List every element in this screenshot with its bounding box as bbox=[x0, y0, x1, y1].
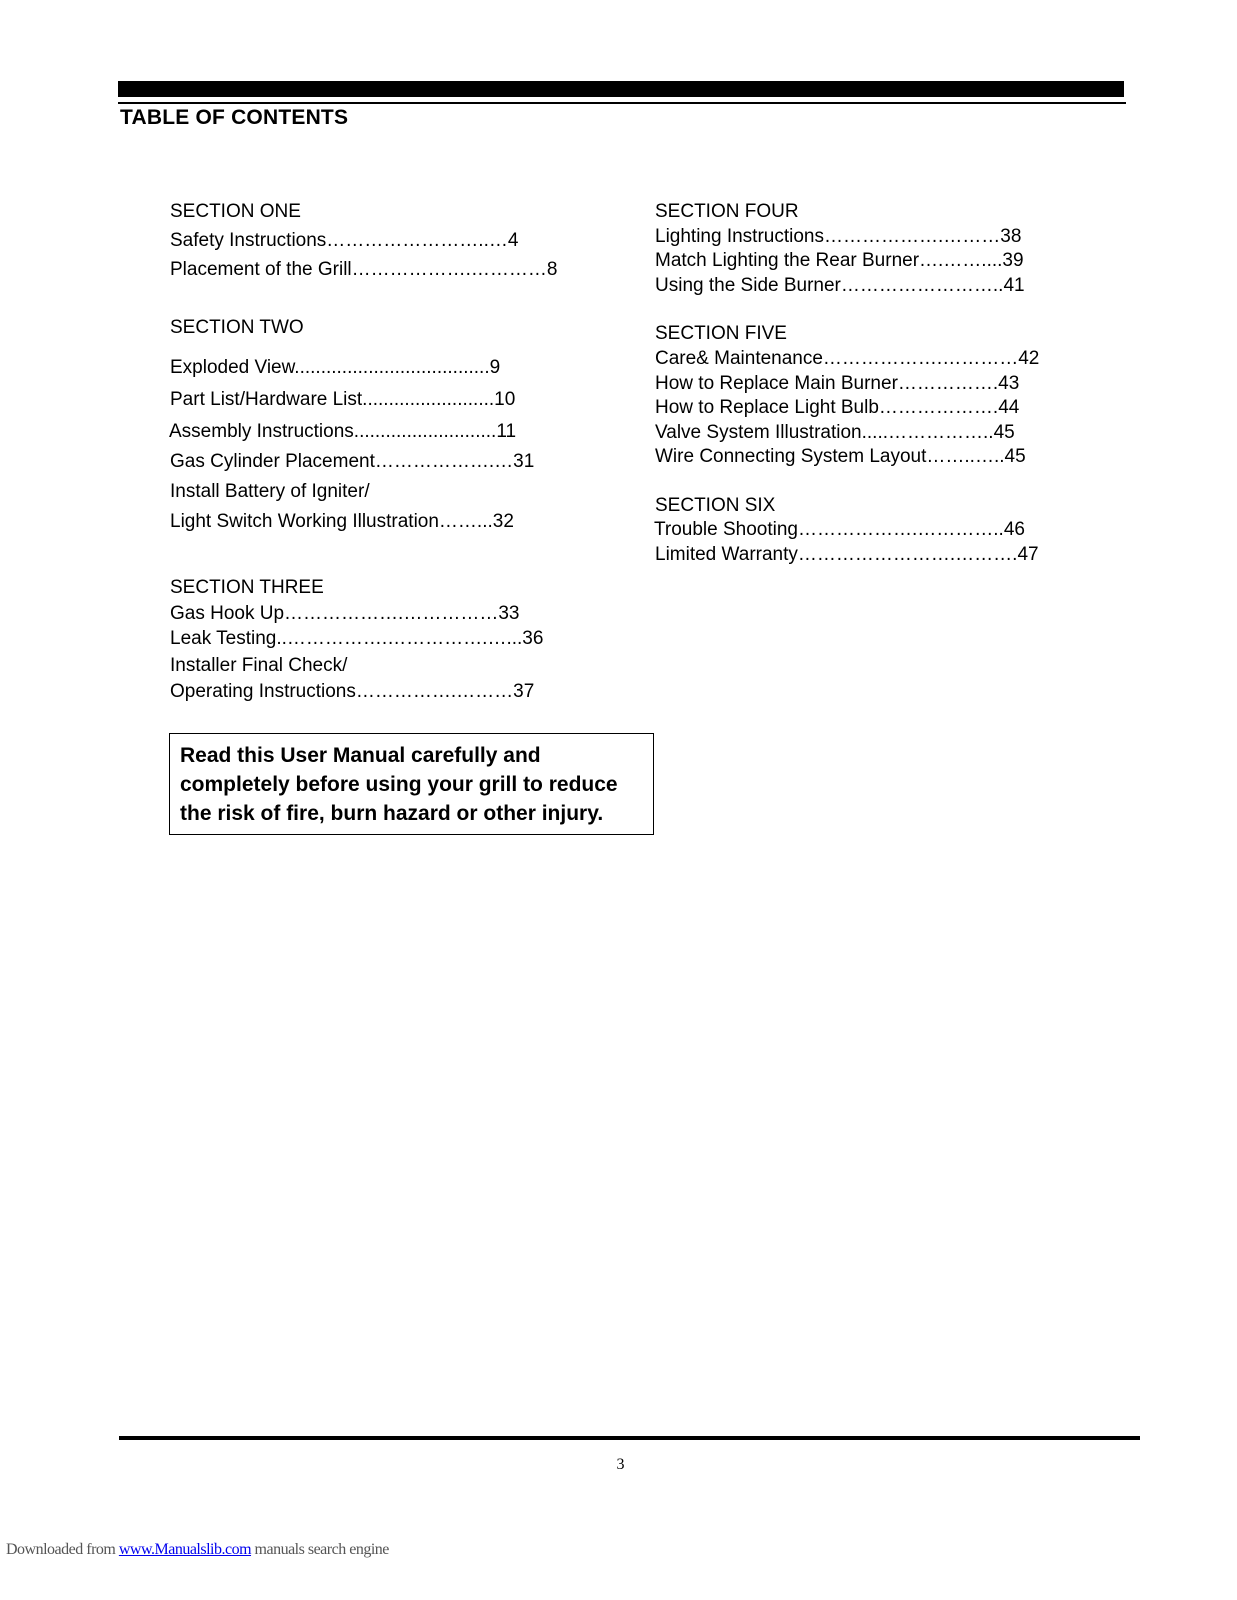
toc-entry-operating-instructions: Operating Instructions…………….………37 bbox=[170, 681, 535, 702]
header-bar bbox=[118, 81, 1124, 97]
section-three-heading: SECTION THREE bbox=[170, 577, 324, 598]
download-footer bbox=[6, 1541, 389, 1559]
toc-entry-leak-testing: Leak Testing..…………….…………….…...36 bbox=[170, 628, 544, 649]
section-one-heading: SECTION ONE bbox=[170, 201, 301, 222]
toc-entry-care-maintenance: Care& Maintenance……………….…………42 bbox=[655, 348, 1040, 369]
warning-notice-box bbox=[169, 733, 654, 835]
section-four-heading: SECTION FOUR bbox=[655, 201, 799, 222]
header-rule bbox=[118, 102, 1126, 104]
toc-entry-lighting-instructions: Lighting Instructions……………….………38 bbox=[655, 226, 1022, 247]
toc-entry-exploded-view: Exploded View.....................................9 bbox=[170, 357, 501, 378]
toc-entry-gas-cylinder-placement: Gas Cylinder Placement……………….…31 bbox=[170, 451, 535, 472]
toc-entry-wire-connecting: Wire Connecting System Layout……..…..45 bbox=[655, 446, 1026, 467]
toc-entry-valve-system: Valve System Illustration.....……………..45 bbox=[655, 422, 1015, 443]
section-six-heading: SECTION SIX bbox=[655, 495, 776, 516]
toc-entry-match-lighting: Match Lighting the Rear Burner….……....39 bbox=[655, 250, 1024, 271]
footer-suffix: manuals search engine bbox=[251, 1541, 389, 1558]
toc-entry-installer-final-check: Installer Final Check/ bbox=[170, 655, 348, 676]
warning-notice-text: Read this User Manual carefully and completely before using your grill to reduce the risk of fire, burn hazard or other injury. bbox=[180, 744, 618, 825]
section-five-heading: SECTION FIVE bbox=[655, 323, 787, 344]
toc-entry-trouble-shooting: Trouble Shooting……………….…………..46 bbox=[654, 519, 1025, 540]
toc-entry-install-battery: Install Battery of Igniter/ bbox=[170, 481, 370, 502]
toc-entry-placement-of-grill: Placement of the Grill……………….…………8 bbox=[170, 259, 558, 280]
footer-rule bbox=[119, 1436, 1140, 1440]
footer-prefix: Downloaded from bbox=[6, 1541, 119, 1558]
toc-entry-safety-instructions: Safety Instructions……………………..…4 bbox=[170, 230, 519, 251]
toc-entry-part-list: Part List/Hardware List.........................10 bbox=[170, 389, 516, 410]
toc-entry-light-switch: Light Switch Working Illustration……...32 bbox=[170, 511, 514, 532]
page-number: 3 bbox=[616, 1456, 625, 1473]
toc-entry-replace-light-bulb: How to Replace Light Bulb……………….44 bbox=[655, 397, 1020, 418]
toc-entry-replace-main-burner: How to Replace Main Burner…………….43 bbox=[655, 373, 1020, 394]
toc-entry-gas-hook-up: Gas Hook Up……………….……………33 bbox=[170, 603, 520, 624]
toc-entry-assembly-instructions: Assembly Instructions...........................11 bbox=[169, 421, 517, 442]
toc-entry-side-burner: Using the Side Burner……………………..41 bbox=[655, 275, 1025, 296]
toc-entry-limited-warranty: Limited Warranty…………………….……….47 bbox=[655, 544, 1039, 565]
manualslib-link[interactable]: www.Manualslib.com bbox=[118, 1541, 252, 1558]
section-two-heading: SECTION TWO bbox=[170, 317, 304, 338]
page-title: TABLE OF CONTENTS bbox=[120, 106, 349, 129]
